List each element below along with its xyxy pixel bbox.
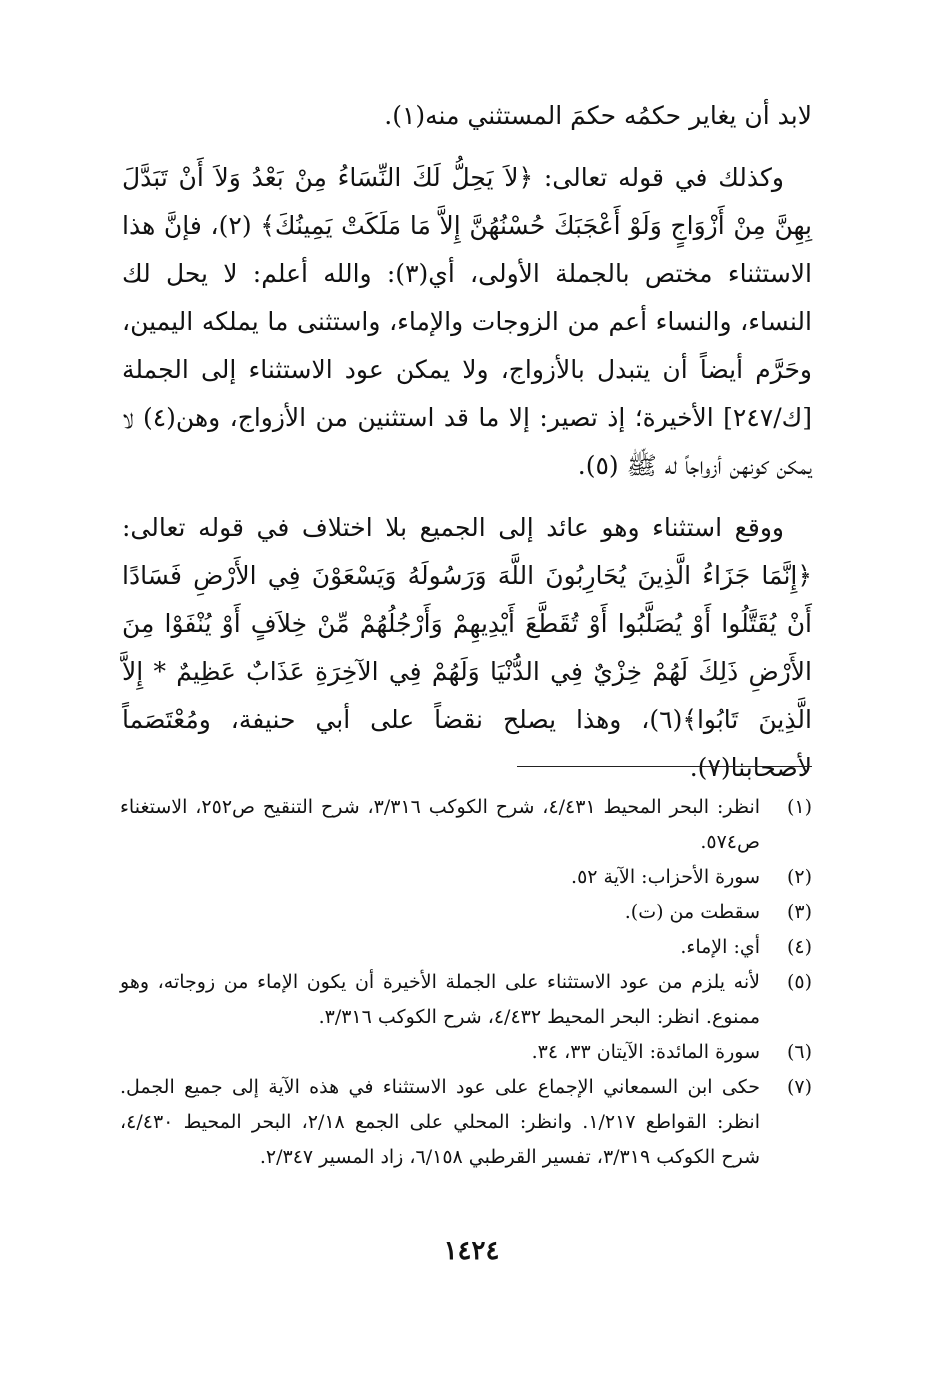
footnote-item (120, 895, 812, 930)
footnote-text: سورة الأحزاب: الآية ٥٢. (571, 866, 760, 888)
footnotes (120, 790, 812, 1175)
footnote-text: سورة المائدة: الآيتان ٣٣، ٣٤. (531, 1041, 760, 1063)
footnote-number: (٦) (786, 1041, 812, 1063)
footnote-number: (٥) (786, 971, 812, 993)
footnote-item (120, 930, 812, 965)
footnote-number: (٢) (786, 866, 812, 888)
paragraph-3: ووقع استثناء وهو عائد إلى الجميع بلا اختلاف في قوله تعالى: ﴿إِنَّمَا جَزَاءُ الَّذِينَ يُحَارِبُونَ اللَّهَ وَرَسُولَهُ وَيَسْعَوْنَ فِي الأَرْضِ فَسَادًا أَنْ يُقَتَّلُوا أَوْ يُصَلَّبُوا أَوْ تُقَطَّعَ أَيْدِيهِمْ وَأَرْجُلُهُمْ مِّنْ خِلاَفٍ أَوْ يُنْفَوْا مِنَ الأَرْضِ ذَلِكَ لَهُمْ خِزْيٌ فِي الدُّنْيَا وَلَهُمْ فِي الآخِرَةِ عَذَابٌ عَظِيمٌ * إِلاَّ الَّذِينَ تَابُوا﴾(٦)، وهذا يصلح نقضاً على أبي حنيفة، ومُعْتَصَماً لأصحابنا(٧). (122, 513, 812, 782)
footnote-number: (١) (786, 796, 812, 818)
footnote-text: أي: الإماء. (680, 936, 760, 958)
footnote-item (120, 790, 812, 860)
footnote-number: (٣) (786, 901, 812, 923)
footnote-item (120, 965, 812, 1035)
page-number: ١٤٢٤ (443, 1236, 500, 1266)
footnote-item (120, 1035, 812, 1070)
footnote-number: (٧) (786, 1076, 812, 1098)
footnote-item (120, 860, 812, 895)
paragraph-1: لابد أن يغاير حكمُه حكمَ المستثني منه(١). (384, 101, 812, 130)
footnote-item (120, 1070, 812, 1175)
footnote-text: حكى ابن السمعاني الإجماع على عود الاستثناء في هذه الآية إلى جميع الجمل. انظر: القواطع ١/٢١٧. وانظر: المحلي على الجمع ٢/١٨، البحر المحيط ٤/٤٣٠، شرح الكوكب ٣/٣١٩، تفسير القرطبي ٦/١٥٨، زاد المسير ٢/٣٤٧. (120, 1076, 760, 1168)
footnote-text: لأنه يلزم من عود الاستثناء على الجملة الأخيرة أن يكون الإماء من زوجاته، وهو ممنوع. انظر: البحر المحيط ٤/٤٣٢، شرح الكوكب ٣/٣١٦. (120, 971, 760, 1028)
footnote-text: انظر: البحر المحيط ٤/٤٣١، شرح الكوكب ٣/٣١٦، شرح التنقيح ص٢٥٢، الاستغناء ص٥٧٤. (120, 796, 761, 853)
footnote-number: (٤) (786, 936, 812, 958)
footnote-separator (517, 766, 812, 767)
footnote-text: سقطت من (ت). (624, 901, 760, 923)
paragraph-2: وكذلك في قوله تعالى: ﴿لاَ يَحِلُّ لَكَ النِّسَاءُ مِنْ بَعْدُ وَلاَ أَنْ تَبَدَّلَ بِهِنَّ مِنْ أَزْوَاجٍ وَلَوْ أَعْجَبَكَ حُسْنُهُنَّ إِلاَّ مَا مَلَكَتْ يَمِينُكَ﴾ (٢)، فإنَّ هذا الاستثناء مختص بالجملة الأولى، أي(٣): والله أعلم: لا يحل لك النساء، والنساء أعم من الزوجات والإماء، واستثنى ما يملكه اليمين، وحَرَّم أيضاً أن يتبدل بالأزواج، ولا يمكن عود الاستثناء إلى الجملة [ك/٢٤٧] الأخيرة؛ إذ تصير: إلا ما قد استثنين من الأزواج، وهن(٤) لا يمكن كونهن أزواجاً له ﷺ (٥). (122, 163, 812, 480)
main-text (122, 92, 812, 806)
